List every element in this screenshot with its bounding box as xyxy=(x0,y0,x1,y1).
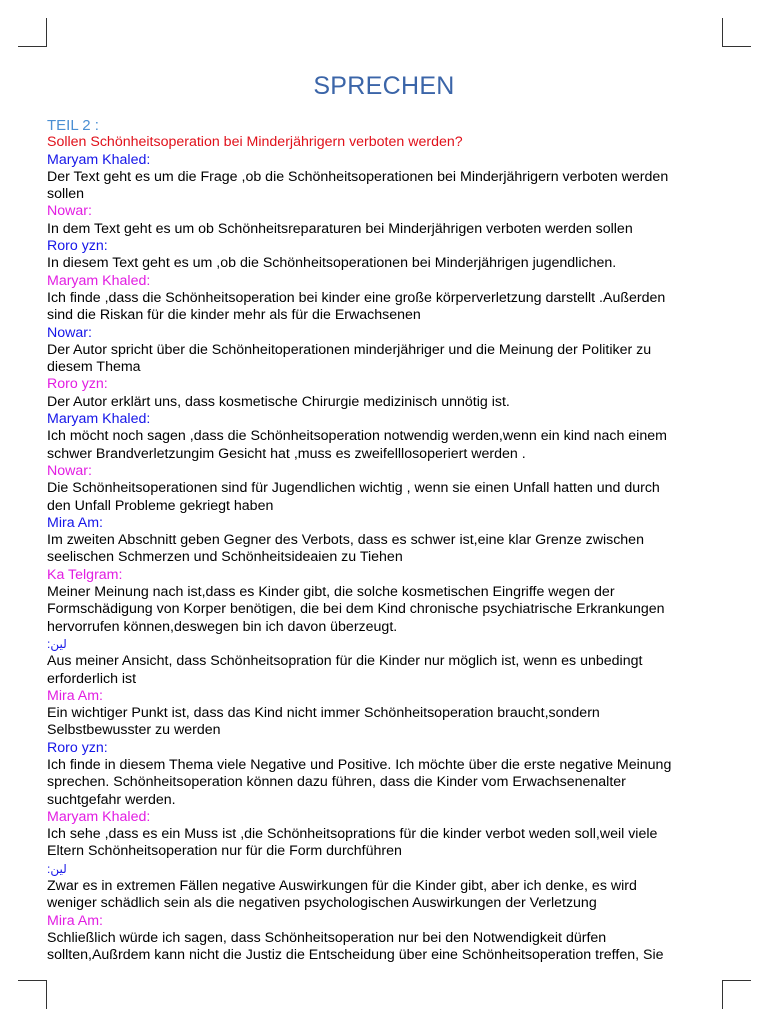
discussion-entry xyxy=(47,463,727,515)
discussion-entry xyxy=(47,913,727,965)
entry-text-line: hervorrufen können,deswegen bin ich davon überzeugt. xyxy=(47,618,398,635)
discussion-entry xyxy=(47,515,727,567)
speaker-name: Ka Telgram: xyxy=(47,566,123,583)
speaker-name: Nowar: xyxy=(47,462,92,479)
entry-text-line: In diesem Text geht es um ,ob die Schönheitsoperationen bei Minderjährigen jugendlichen. xyxy=(47,255,617,272)
discussion-entry xyxy=(47,861,727,913)
discussion-entry xyxy=(47,376,727,411)
speaker-name: Roro yzn: xyxy=(47,376,108,393)
discussion-entry xyxy=(47,567,727,636)
entry-text-line: sollen xyxy=(47,186,85,203)
speaker-name: Roro yzn: xyxy=(47,739,108,756)
discussion-entry xyxy=(47,411,727,463)
speaker-name: Mira Am: xyxy=(47,912,103,929)
discussion-entry xyxy=(47,688,727,740)
discussion-question: Sollen Schönheitsoperation bei Minderjährigern verboten werden? xyxy=(47,134,463,151)
speaker-name: Maryam Khaled: xyxy=(47,151,151,168)
entry-text-line: Zwar es in extremen Fällen negative Auswirkungen für die Kinder gibt, aber ich denke, es wird xyxy=(47,878,637,895)
speaker-name: Roro yzn: xyxy=(47,238,108,255)
entry-text-line: Aus meiner Ansicht, dass Schönheitsopration für die Kinder nur möglich ist, wenn es unbedingt xyxy=(47,653,643,670)
document-body xyxy=(47,117,727,965)
speaker-name: لين: xyxy=(47,861,67,876)
entry-text-line: Ich finde ,dass die Schönheitsoperation bei kinder eine große körperverletzung darstellt .Außerden xyxy=(47,289,666,306)
entry-text-line: Ich finde in diesem Thema viele Negative und Positive. Ich möchte über die erste negative Meinung xyxy=(47,756,672,773)
speaker-name: Mira Am: xyxy=(47,514,103,531)
entry-text-line: seelischen Schmerzen und Schönheitsideaien zu Tiehen xyxy=(47,549,403,566)
speaker-name: Nowar: xyxy=(47,324,92,341)
crop-mark-bottom-left xyxy=(18,980,47,1009)
entry-text-line: erforderlich ist xyxy=(47,670,137,687)
entry-text-line: Die Schönheitsoperationen sind für Jugendlichen wichtig , wenn sie einen Unfall hatten und durch xyxy=(47,480,660,497)
entry-text-line: Schließlich würde ich sagen, dass Schönheitsoperation nur bei den Notwendigkeit dürfen xyxy=(47,929,607,946)
entry-text-line: Formschädigung von Korper benötigen, die bei dem Kind chronische psychiatrische Erkrankungen xyxy=(47,601,665,618)
entry-text-line: sollten,Außrdem kann nicht die Justiz die Entscheidung über eine Schönheitsoperation treffen, Sie xyxy=(47,947,664,964)
entry-text-line: sprechen. Schönheitsoperation können dazu führen, dass die Kinder vom Erwachsenenalter xyxy=(47,774,626,791)
entry-text-line: Ich möcht noch sagen ,dass die Schönheitsoperation notwendig werden,wenn ein kind nach einem xyxy=(47,428,667,445)
entry-text-line: sind die Riskan für die kinder mehr als für die Erwachsenen xyxy=(47,307,421,324)
entry-text-line: Der Autor spricht über die Schönheitoperationen minderjähriger und die Meinung der Politiker zu xyxy=(47,341,652,358)
crop-mark-top-left xyxy=(18,18,47,47)
discussion-entry xyxy=(47,238,727,273)
entry-text-line: Im zweiten Abschnitt geben Gegner des Verbots, dass es schwer ist,eine klar Grenze zwischen xyxy=(47,532,644,549)
speaker-name: Maryam Khaled: xyxy=(47,808,151,825)
speaker-name: Nowar: xyxy=(47,203,92,220)
discussion-entry xyxy=(47,740,727,809)
discussion-entry xyxy=(47,152,727,204)
speaker-name: Mira Am: xyxy=(47,687,103,704)
entry-text-line: Eltern Schönheitsoperation nur für die Form durchführen xyxy=(47,843,402,860)
entry-text-line: In dem Text geht es um ob Schönheitsreparaturen bei Minderjährigen verboten werden sollen xyxy=(47,220,633,237)
entry-text-line: weniger schädlich sein als die negativen psychologischen Auswirkungen der Verletzung xyxy=(47,895,597,912)
entry-text-line: Ein wichtiger Punkt ist, dass das Kind nicht immer Schönheitsoperation braucht,sondern xyxy=(47,705,600,722)
speaker-name: Maryam Khaled: xyxy=(47,272,151,289)
entry-text-line: diesem Thema xyxy=(47,359,141,376)
entry-text-line: Selbstbewusster zu werden xyxy=(47,722,221,739)
entry-text-line: Meiner Meinung nach ist,dass es Kinder gibt, die solche kosmetischen Eingriffe wegen der xyxy=(47,584,615,601)
discussion-entry xyxy=(47,203,727,238)
section-heading: TEIL 2 : xyxy=(47,117,99,134)
entry-text-line: den Unfall Probleme gekriegt haben xyxy=(47,497,274,514)
crop-mark-bottom-right xyxy=(722,980,751,1009)
speaker-name: Maryam Khaled: xyxy=(47,411,151,428)
entry-text-line: schwer Brandverletzungim Gesicht hat ,muss es zweifelllosoperiert werden . xyxy=(47,445,526,462)
discussion-entry xyxy=(47,636,727,688)
discussion-entries xyxy=(47,152,727,965)
page-title: SPRECHEN xyxy=(313,72,455,100)
entry-text-line: Ich sehe ,dass es ein Muss ist ,die Schönheitsoprations für die kinder verbot weden soll,weil viele xyxy=(47,826,658,843)
discussion-entry xyxy=(47,809,727,861)
entry-text-line: suchtgefahr werden. xyxy=(47,791,176,808)
discussion-entry xyxy=(47,273,727,325)
crop-mark-top-right xyxy=(722,18,751,47)
speaker-name: لين: xyxy=(47,636,67,651)
entry-text-line: Der Text geht es um die Frage ,ob die Schönheitsoperationen bei Minderjährigern verboten werden xyxy=(47,168,669,185)
discussion-entry xyxy=(47,325,727,377)
entry-text-line: Der Autor erklärt uns, dass kosmetische Chirurgie medizinisch unnötig ist. xyxy=(47,393,510,410)
